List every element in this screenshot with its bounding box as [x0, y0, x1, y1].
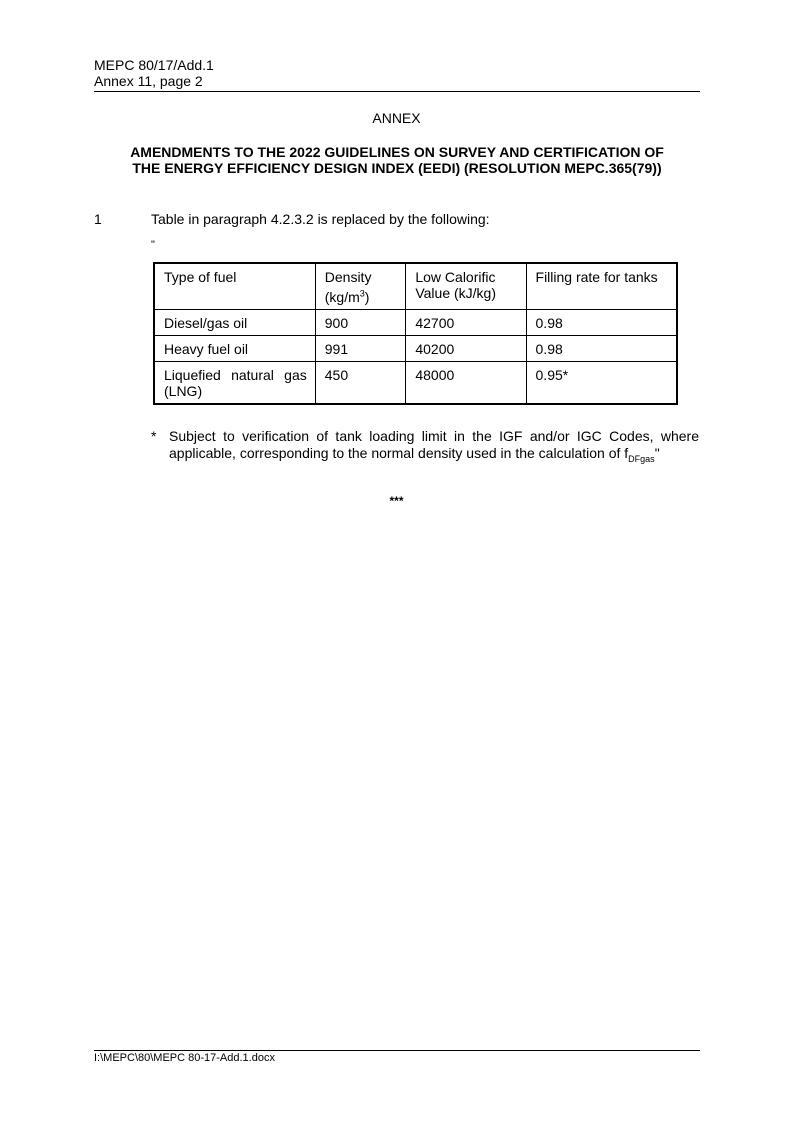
- closing-quote: ": [654, 445, 660, 461]
- cell-density: 991: [315, 335, 406, 361]
- opening-quote: ": [151, 239, 155, 251]
- cell-low-calorific-value: 40200: [406, 335, 526, 361]
- paragraph-text: Table in paragraph 4.2.3.2 is replaced by the following:: [151, 211, 490, 227]
- cell-type-line-2: (LNG): [164, 382, 203, 399]
- title-line-2: THE ENERGY EFFICIENCY DESIGN INDEX (EEDI) (RESOLUTION MEPC.365(79)): [132, 160, 662, 176]
- cell-density: 900: [315, 309, 406, 335]
- footnote-text: [169, 428, 699, 468]
- footnote-body: Subject to verification of tank loading limit in the IGF and/or IGC Codes, where applicable, corresponding to the normal density used in the calculation of f: [169, 428, 699, 461]
- cell-type-of-fuel: [154, 361, 315, 404]
- cell-type-of-fuel: Heavy fuel oil: [154, 335, 315, 361]
- table-header-row: [154, 263, 677, 309]
- cell-density: 450: [315, 361, 406, 404]
- cell-filling-rate: 0.98: [526, 335, 677, 361]
- fuel-table: [153, 262, 678, 405]
- header-divider: [94, 91, 700, 92]
- header-density: [315, 263, 406, 309]
- page-reference: Annex 11, page 2: [94, 73, 203, 89]
- header-low-calorific-value: [406, 263, 526, 309]
- footer-divider: [94, 1050, 700, 1051]
- density-unit-exponent: 3: [359, 288, 365, 298]
- title-line-1: AMENDMENTS TO THE 2022 GUIDELINES ON SURVEY AND CERTIFICATION OF: [130, 144, 664, 160]
- header-density-unit: [325, 289, 370, 305]
- footnote-subscript: DFgas: [628, 453, 655, 464]
- cell-type-of-fuel: Diesel/gas oil: [154, 309, 315, 335]
- table-row: [154, 335, 677, 361]
- paragraph-number: 1: [94, 211, 102, 227]
- footer-file-path: I:\MEPC\80\MEPC 80-17-Add.1.docx: [94, 1052, 275, 1064]
- annex-label: ANNEX: [372, 110, 421, 126]
- footnote-marker: *: [151, 428, 157, 444]
- cell-low-calorific-value: 48000: [406, 361, 526, 404]
- document-title: [94, 144, 700, 176]
- table-footnote: [151, 428, 699, 468]
- header-type-of-fuel: Type of fuel: [154, 263, 315, 309]
- density-unit-close: ): [364, 288, 370, 305]
- cell-type-line-1: Liquefied natural gas: [164, 366, 307, 383]
- header-lcv-line-1: Low Calorific: [415, 269, 496, 285]
- cell-filling-rate: 0.98: [526, 309, 677, 335]
- table-row: [154, 361, 677, 404]
- cell-low-calorific-value: 42700: [406, 309, 526, 335]
- header-lcv-line-2: Value (kJ/kg): [415, 285, 497, 301]
- header-density-label: Density: [324, 269, 372, 285]
- table-row: [154, 309, 677, 335]
- header-filling-rate: Filling rate for tanks: [526, 263, 677, 309]
- page-header: [94, 57, 700, 89]
- cell-filling-rate: 0.95*: [526, 361, 677, 404]
- section-separator: ***: [389, 494, 404, 508]
- density-unit-base: (kg/m: [324, 288, 360, 305]
- document-reference: MEPC 80/17/Add.1: [94, 57, 214, 73]
